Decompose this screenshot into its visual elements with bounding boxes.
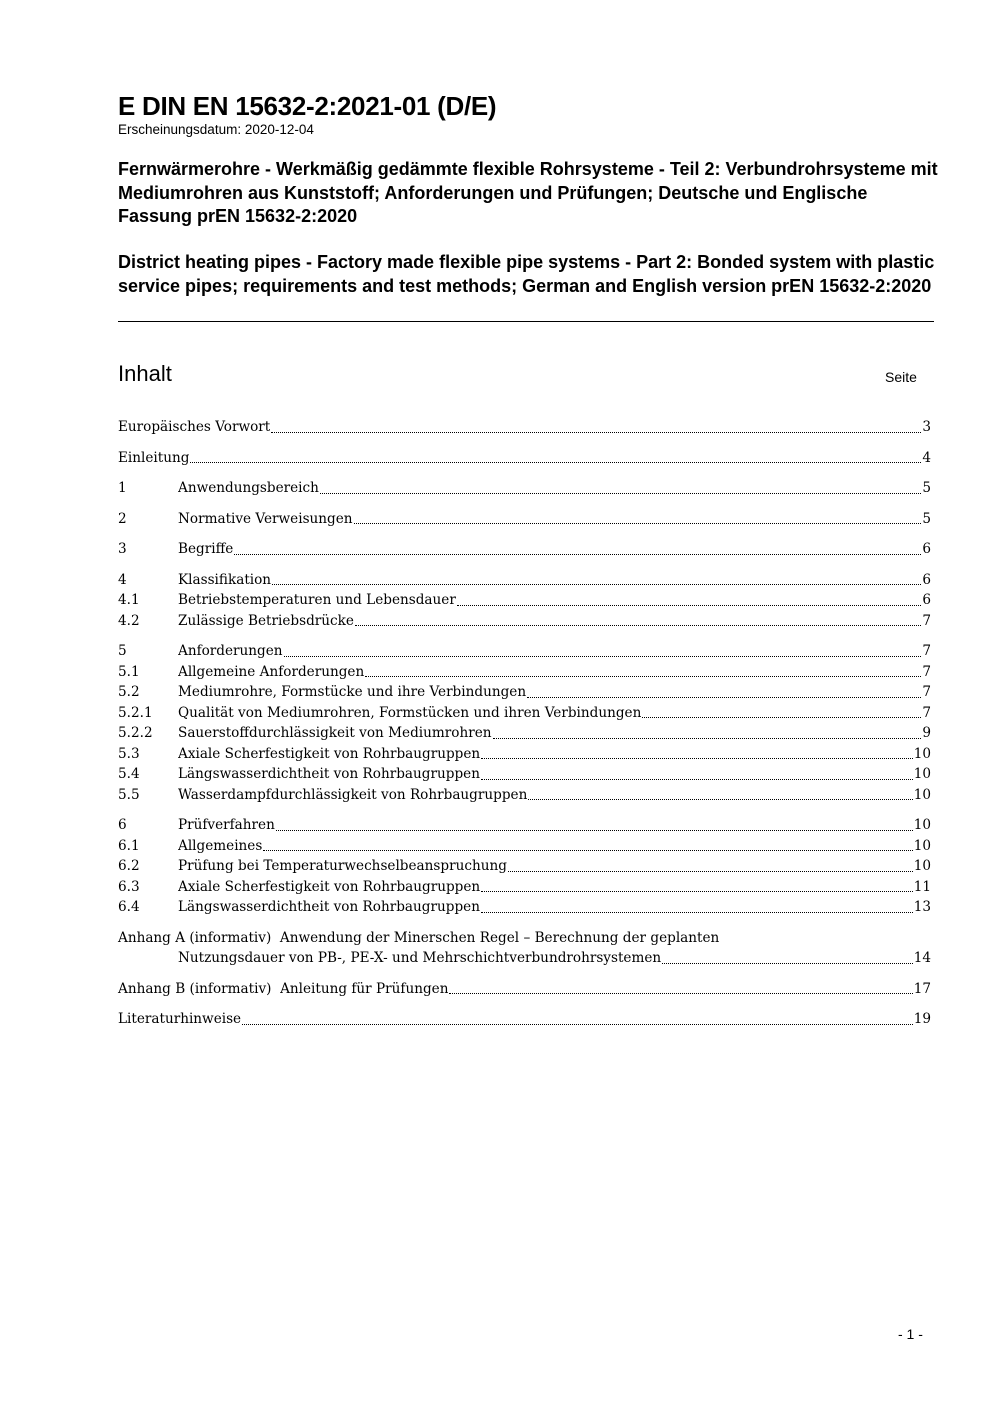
toc-entry-title: Sauerstoffdurchlässigkeit von Mediumrohren bbox=[178, 725, 492, 741]
toc-entry[interactable] bbox=[118, 539, 931, 560]
toc-leader-dots bbox=[527, 697, 921, 698]
toc-entry-title: Wasserdampfdurchlässigkeit von Rohrbaugruppen bbox=[178, 786, 528, 803]
toc-entry[interactable] bbox=[118, 641, 931, 662]
toc-entry-title: Mediumrohre, Formstücke und ihre Verbindungen bbox=[178, 684, 527, 700]
page-number: - 1 - bbox=[898, 1326, 923, 1342]
toc-entry-page: 5 bbox=[922, 510, 931, 527]
toc-entry-title: Längswasserdichtheit von Rohrbaugruppen bbox=[178, 899, 480, 915]
toc-entry-page: 11 bbox=[913, 878, 931, 895]
toc-entry[interactable] bbox=[118, 897, 931, 918]
toc-entry[interactable] bbox=[118, 877, 931, 898]
toc-entry[interactable] bbox=[118, 836, 931, 857]
toc-leader-dots bbox=[272, 584, 921, 585]
toc-spacer bbox=[118, 918, 931, 928]
toc-leader-dots bbox=[457, 605, 922, 606]
toc-entry-page: 3 bbox=[922, 419, 931, 435]
toc-leader-dots bbox=[320, 493, 921, 494]
toc-entry-title: Klassifikation bbox=[178, 571, 272, 588]
toc-entry-title: Prüfung bei Temperaturwechselbeanspruchung bbox=[178, 858, 507, 874]
toc-entry-title: Allgemeine Anforderungen bbox=[178, 663, 365, 680]
toc-bibliography[interactable] bbox=[118, 1009, 931, 1030]
toc-entry-number: 6.4 bbox=[118, 899, 140, 915]
toc-entry[interactable] bbox=[118, 478, 931, 499]
toc-entry-page: 9 bbox=[922, 725, 931, 741]
table-of-contents bbox=[118, 417, 931, 1030]
toc-entry-number: 5.2.1 bbox=[118, 704, 153, 721]
toc-leader-dots bbox=[662, 963, 913, 964]
toc-entry-page: 7 bbox=[922, 663, 931, 680]
toc-annex-b-prefix: Anhang B (informativ) bbox=[118, 980, 272, 997]
toc-entry-number: 1 bbox=[118, 480, 127, 496]
toc-leader-dots bbox=[481, 779, 913, 780]
toc-entry-page: 4 bbox=[922, 449, 931, 466]
toc-annex-a-title-line2: Nutzungsdauer von PB-, PE-X- und Mehrschichtverbundrohrsystemen bbox=[178, 950, 662, 966]
toc-heading: Inhalt bbox=[118, 361, 172, 386]
toc-leader-dots bbox=[276, 830, 913, 831]
toc-entry-number: 5.5 bbox=[118, 786, 140, 803]
toc-entry-number: 6.1 bbox=[118, 837, 140, 854]
toc-entry[interactable] bbox=[118, 785, 931, 806]
toc-entry-page: 7 bbox=[922, 704, 931, 721]
toc-entry[interactable] bbox=[118, 723, 931, 744]
toc-entry-page: 6 bbox=[922, 571, 931, 588]
toc-spacer bbox=[118, 468, 931, 478]
toc-annex-a-prefix: Anhang A (informativ) bbox=[118, 929, 272, 946]
toc-leader-dots bbox=[354, 523, 922, 524]
toc-entry-page: 7 bbox=[922, 612, 931, 629]
toc-entry-number: 5.2.2 bbox=[118, 725, 153, 741]
toc-entry-number: 4.1 bbox=[118, 592, 140, 608]
toc-entry-number: 6.3 bbox=[118, 878, 140, 895]
toc-leader-dots bbox=[449, 993, 912, 994]
toc-leader-dots bbox=[528, 799, 912, 800]
toc-entry-title: Zulässige Betriebsdrücke bbox=[178, 612, 354, 629]
toc-leader-dots bbox=[481, 758, 913, 759]
toc-entry[interactable] bbox=[118, 448, 931, 469]
toc-entry[interactable] bbox=[118, 509, 931, 530]
toc-entry-number: 2 bbox=[118, 510, 127, 527]
toc-annex-a[interactable] bbox=[118, 928, 931, 969]
toc-entry-number: 4.2 bbox=[118, 612, 140, 629]
toc-entry-title: Normative Verweisungen bbox=[178, 510, 353, 527]
toc-spacer bbox=[118, 631, 931, 641]
toc-spacer bbox=[118, 999, 931, 1009]
toc-leader-dots bbox=[365, 676, 921, 677]
toc-entry-number: 5.4 bbox=[118, 766, 140, 782]
toc-annex-a-page: 14 bbox=[913, 950, 931, 966]
spacer bbox=[271, 979, 280, 1000]
toc-entry-title: Allgemeines bbox=[178, 837, 263, 854]
toc-entry-page: 10 bbox=[913, 745, 931, 762]
toc-entry-title: Längswasserdichtheit von Rohrbaugruppen bbox=[178, 766, 480, 782]
toc-entry[interactable] bbox=[118, 570, 931, 591]
toc-leader-dots bbox=[284, 656, 922, 657]
toc-leader-dots bbox=[493, 738, 922, 739]
toc-entry-title: Betriebstemperaturen und Lebensdauer bbox=[178, 592, 456, 608]
toc-spacer bbox=[118, 969, 931, 979]
toc-leader-dots bbox=[242, 1024, 913, 1025]
toc-leader-dots bbox=[271, 432, 921, 433]
toc-entry-page: 10 bbox=[913, 786, 931, 803]
toc-entry-title: Prüfverfahren bbox=[178, 817, 275, 833]
spacer bbox=[271, 930, 280, 946]
toc-entry-title: Axiale Scherfestigkeit von Rohrbaugruppen bbox=[178, 745, 481, 762]
toc-entry-number: 5.3 bbox=[118, 745, 140, 762]
toc-spacer bbox=[118, 529, 931, 539]
toc-entry-number: 4 bbox=[118, 571, 127, 588]
title-german: Fernwärmerohre - Werkmäßig gedämmte flexible Rohrsysteme - Teil 2: Verbundrohrsysteme mit Mediumrohren aus Kunststoff; Anforderungen und Prüfungen; Deutsche und Englische Fassung prEN 15632-2:2020 bbox=[118, 159, 938, 226]
toc-annex-b-page: 17 bbox=[913, 980, 931, 997]
toc-entry-number: 3 bbox=[118, 541, 127, 557]
toc-leader-dots bbox=[234, 554, 921, 555]
toc-annex-b-title: Anleitung für Prüfungen bbox=[280, 980, 449, 997]
toc-entry-title: Anforderungen bbox=[178, 643, 283, 659]
toc-entry-page: 6 bbox=[922, 541, 931, 557]
toc-entry[interactable] bbox=[118, 703, 931, 724]
toc-entry-page: 7 bbox=[922, 684, 931, 700]
toc-leader-dots bbox=[263, 850, 912, 851]
document-number: E DIN EN 15632-2:2021-01 (D/E) bbox=[118, 91, 497, 121]
toc-annex-a-line1 bbox=[118, 928, 931, 949]
toc-entry-page: 10 bbox=[913, 837, 931, 854]
title-english: District heating pipes - Factory made flexible pipe systems - Part 2: Bonded system with plastic service pipes; requirements and test methods; German and English version prEN 15632-2:2020 bbox=[118, 252, 935, 296]
toc-leader-dots bbox=[355, 625, 921, 626]
toc-entry-page: 6 bbox=[922, 592, 931, 608]
toc-spacer bbox=[118, 438, 931, 448]
toc-leader-dots bbox=[481, 891, 913, 892]
toc-entry-number: 5.1 bbox=[118, 663, 140, 680]
publication-date: Erscheinungsdatum: 2020-12-04 bbox=[118, 122, 314, 137]
toc-entry-page: 10 bbox=[913, 817, 931, 833]
toc-entry-page: 13 bbox=[913, 899, 931, 915]
toc-entry-number: 5.2 bbox=[118, 684, 140, 700]
toc-leader-dots bbox=[481, 912, 913, 913]
toc-entry-page: 10 bbox=[913, 766, 931, 782]
toc-entry[interactable] bbox=[118, 590, 931, 611]
toc-leader-dots bbox=[642, 717, 921, 718]
toc-entry[interactable] bbox=[118, 417, 931, 438]
toc-entry[interactable] bbox=[118, 764, 931, 785]
toc-entry-title: Axiale Scherfestigkeit von Rohrbaugruppen bbox=[178, 878, 481, 895]
toc-entry-page: 7 bbox=[922, 643, 931, 659]
toc-bibliography-title: Literaturhinweise bbox=[118, 1011, 242, 1027]
toc-page-column-label: Seite bbox=[885, 369, 917, 385]
toc-spacer bbox=[118, 499, 931, 509]
toc-entry-number: 5 bbox=[118, 643, 127, 659]
toc-entry[interactable] bbox=[118, 856, 931, 877]
toc-entry-page: 10 bbox=[913, 858, 931, 874]
toc-entry-title: Europäisches Vorwort bbox=[118, 419, 271, 435]
toc-spacer bbox=[118, 805, 931, 815]
toc-entry-title: Einleitung bbox=[118, 449, 190, 466]
toc-leader-dots bbox=[190, 462, 921, 463]
toc-spacer bbox=[118, 560, 931, 570]
title-divider bbox=[118, 321, 934, 322]
toc-entry-number: 6 bbox=[118, 817, 127, 833]
toc-entry-number: 6.2 bbox=[118, 858, 140, 874]
toc-entry[interactable] bbox=[118, 682, 931, 703]
toc-annex-b[interactable] bbox=[118, 979, 931, 1000]
toc-entry[interactable] bbox=[118, 662, 931, 683]
toc-entry-title: Begriffe bbox=[178, 541, 234, 557]
toc-entry[interactable] bbox=[118, 611, 931, 632]
toc-bibliography-page: 19 bbox=[913, 1011, 931, 1027]
toc-entry[interactable] bbox=[118, 744, 931, 765]
toc-entry[interactable] bbox=[118, 815, 931, 836]
toc-leader-dots bbox=[508, 871, 913, 872]
toc-annex-a-title-line1: Anwendung der Minerschen Regel – Berechnung der geplanten bbox=[279, 929, 720, 946]
toc-entry-title: Qualität von Mediumrohren, Formstücken und ihren Verbindungen bbox=[178, 704, 642, 721]
toc-entry-title: Anwendungsbereich bbox=[178, 480, 319, 496]
toc-entry-page: 5 bbox=[922, 480, 931, 496]
toc-annex-a-line2 bbox=[178, 948, 931, 969]
